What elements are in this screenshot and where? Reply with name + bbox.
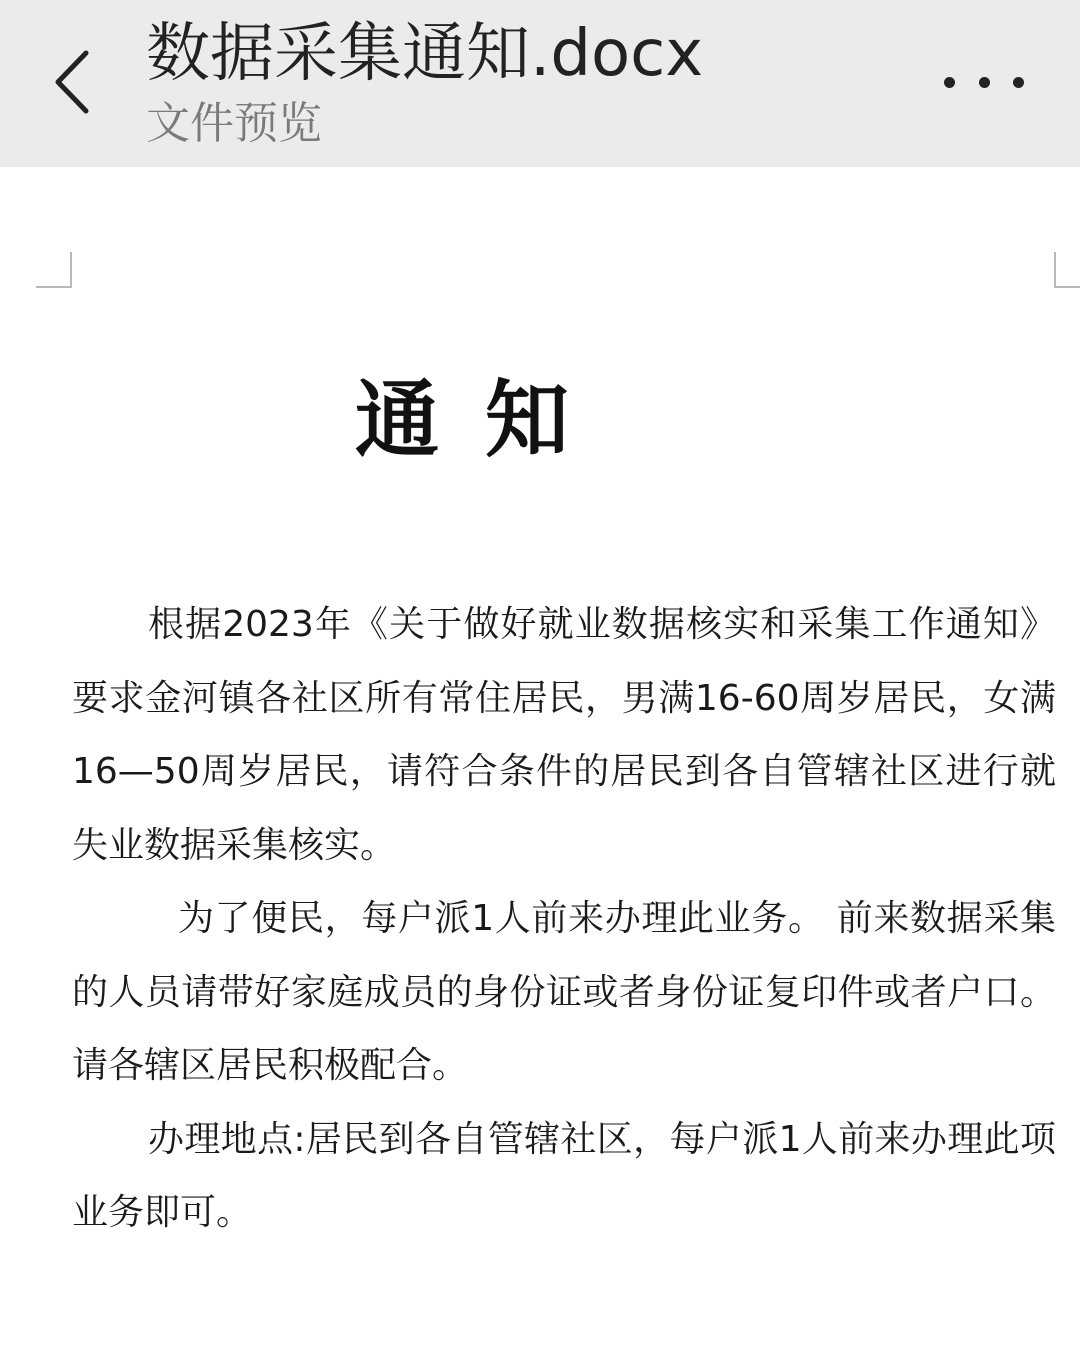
chevron-left-icon [52,49,92,115]
paragraph-location: 办理地点:居民到各自管辖社区，每户派1人前来办理此项业务即可。 [72,1118,1056,1233]
paragraph-instructions: 为了便民，每户派1人前来办理此业务。 前来数据采集的人员请带好家庭成员的身份证或者身份证复印件或者户口。请各辖区居民积极配合。 [72,898,1056,1086]
page-corner-mark-right [1054,252,1080,288]
more-horizontal-icon [979,77,990,88]
paragraph-requirement: 根据2023年《关于做好就业数据核实和采集工作通知》要求金河镇各社区所有常住居民，男满16-60周岁居民，女满16—50周岁居民，请符合条件的居民到各自管辖社区进行就失业数据采集核实。 [72,604,1056,866]
document-heading: 通知 [355,371,616,469]
more-options-button[interactable] [944,60,1024,104]
title-block [146,12,703,152]
file-title: 数据采集通知.docx [146,17,704,91]
file-subtitle: 文件预览 [146,98,322,149]
top-bar [0,0,1080,167]
more-horizontal-icon [944,77,955,88]
page-corner-mark-left [36,252,72,288]
more-horizontal-icon [1013,77,1024,88]
back-button[interactable] [40,40,104,124]
document-body [72,588,1056,1250]
